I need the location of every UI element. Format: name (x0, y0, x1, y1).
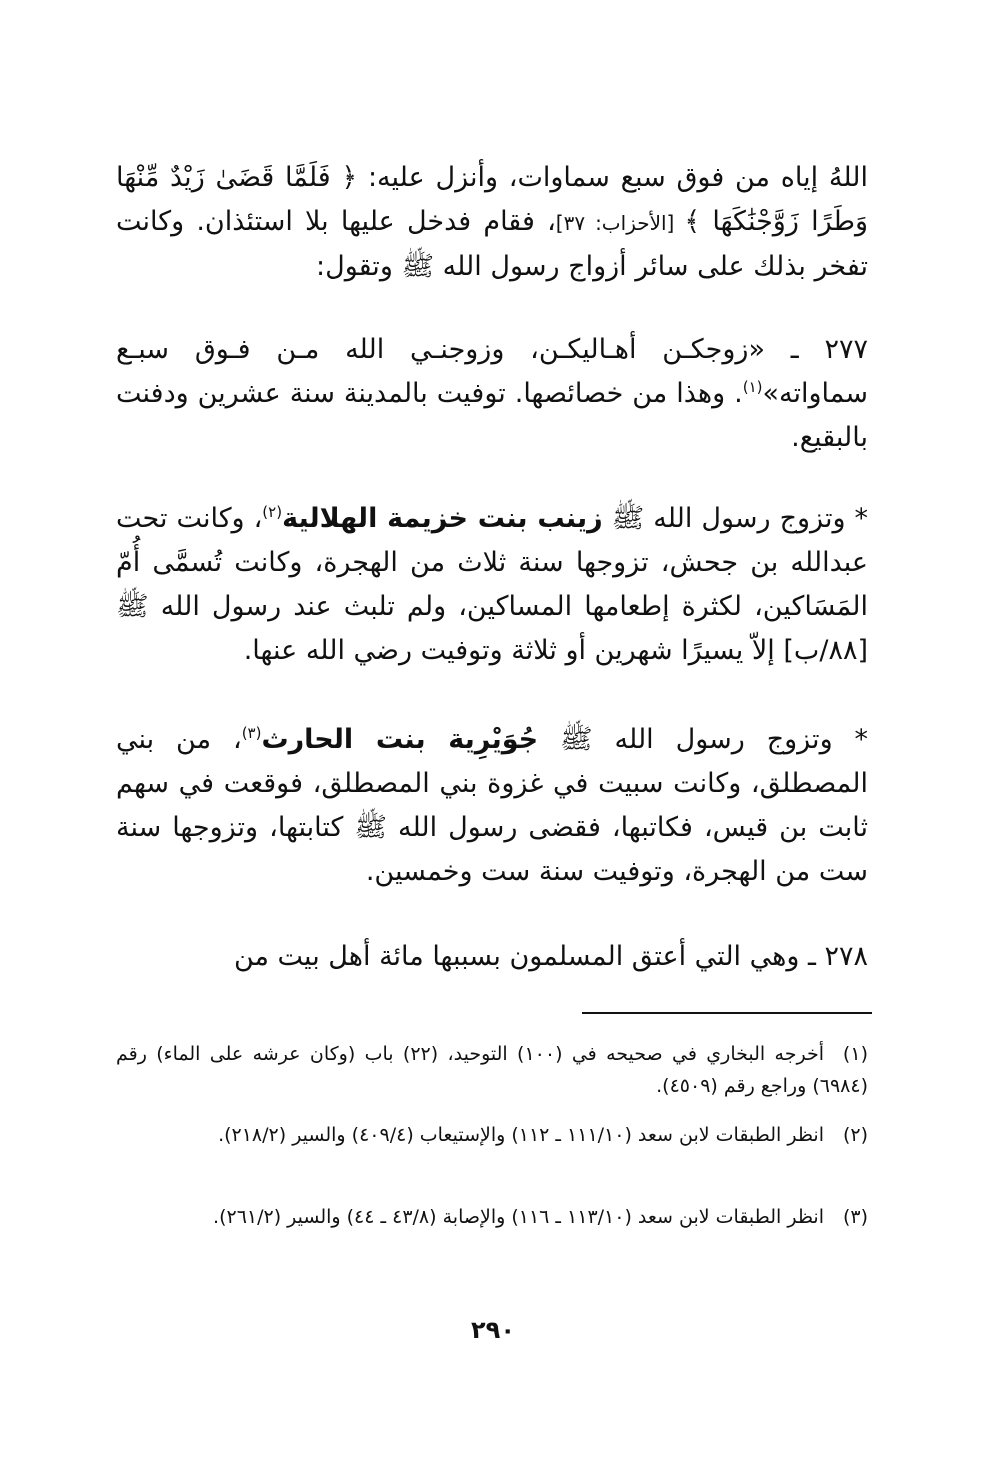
paragraph-text: ٢٧٧ ـ «زوجكـن أهـاليكـن، وزوجنـي الله مـن فـوق سبـع سماواته» (116, 334, 868, 409)
hadith-278 (116, 935, 868, 979)
footnote-marker-1: (١) (742, 378, 763, 396)
footnote-number: (٣) (842, 1206, 868, 1228)
wife-name: زينب بنت خزيمة الهلالية (282, 503, 603, 534)
footnote-number: (١) (842, 1043, 868, 1065)
footnote-1 (116, 1038, 868, 1102)
paragraph-text: ، من بني المصطلق، وكانت سبيت في غزوة بني المصطلق، فوقعت في سهم ثابت بن قيس، فكاتبها، فقضى رسول الله ﷺ كتابتها، وتزوجها سنة ست من الهجرة، وتوفيت سنة ست وخمسين. (116, 724, 868, 887)
footnote-text: انظر الطبقات لابن سعد (١١١/١٠ ـ ١١٢) والإستيعاب (٤٠٩/٤) والسير (٢١٨/٢). (218, 1124, 824, 1146)
paragraph-text: * وتزوج رسول الله ﷺ (602, 503, 868, 534)
paragraph-juwayriya (116, 718, 868, 894)
paragraph-text: * وتزوج رسول الله ﷺ (538, 724, 869, 755)
footnote-text: انظر الطبقات لابن سعد (١١٣/١٠ ـ ١١٦) والإصابة (٤٣/٨ ـ ٤٤) والسير (٢٦١/٢). (213, 1206, 824, 1228)
footnote-marker-3: (٣) (241, 724, 262, 742)
footnote-3 (116, 1201, 868, 1233)
footnote-divider (582, 1012, 872, 1014)
footnote-2 (116, 1119, 868, 1151)
footnote-marker-2: (٢) (262, 503, 283, 521)
quran-verse: ﴿ فَلَمَّا قَضَىٰ زَيْدٌ مِّنْهَا وَطَرًا زَوَّجْنَٰكَهَا ﴾ (116, 162, 868, 237)
hadith-277 (116, 328, 868, 460)
footnote-number: (٢) (842, 1124, 868, 1146)
paragraph-zainab-bint-jahsh-continuation (116, 156, 868, 289)
paragraph-text: ، فقام فدخل عليها بلا استئذان. وكانت تفخر بذلك على سائر أزواج رسول الله ﷺ وتقول: (116, 206, 868, 282)
wife-name: جُوَيْرِية بنت الحارث (261, 724, 539, 755)
paragraph-text: اللهُ إياه من فوق سبع سماوات، وأنزل عليه: (357, 162, 868, 193)
page-number: ٢٩٠ (471, 1316, 515, 1344)
paragraph-text: ٢٧٨ ـ وهي التي أعتق المسلمون بسببها مائة أهل بيت من (233, 941, 868, 972)
paragraph-text: . وهذا من خصائصها. توفيت بالمدينة سنة عشرين ودفنت بالبقيع. (116, 378, 868, 453)
paragraph-text: ، وكانت تحت عبدالله بن جحش، تزوجها سنة ثلاث من الهجرة، وكانت تُسمَّى أُمّ المَسَاكين، لكثرة إطعامها المساكين، ولم تلبث عند رسول الله ﷺ [٨٨/ب] إلاّ يسيرًا شهرين أو ثلاثة وتوفيت رضي الله عنها. (116, 503, 868, 666)
footnote-text: أخرجه البخاري في صحيحه في (١٠٠) التوحيد، (٢٢) باب (وكان عرشه على الماء) رقم (٦٩٨٤) وراجع رقم (٤٥٠٩). (116, 1043, 868, 1097)
paragraph-zainab-bint-khuzaima (116, 497, 868, 673)
verse-reference: [الأحزاب: ٣٧] (555, 211, 685, 235)
